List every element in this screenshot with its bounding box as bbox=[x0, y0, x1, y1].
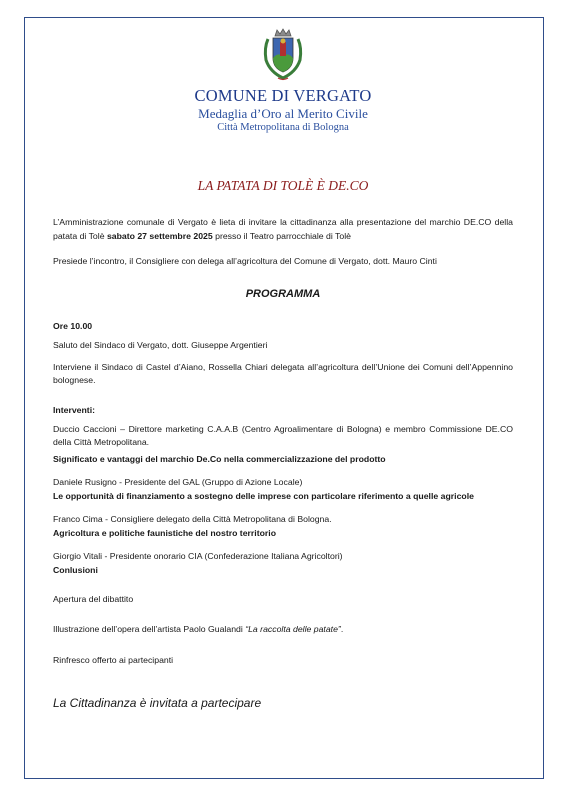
illustration-line bbox=[53, 623, 513, 636]
illustration-prefix: Illustrazione dell’opera dell’artista Paolo Gualandi bbox=[53, 624, 246, 634]
municipal-crest-icon bbox=[262, 28, 304, 82]
debate-line: Apertura del dibattito bbox=[53, 594, 134, 604]
speaker-3-name: Franco Cima - Consigliere delegato della Città Metropolitana di Bologna. bbox=[53, 514, 332, 524]
municipality-medal: Medaglia d’Oro al Merito Civile bbox=[198, 106, 368, 121]
illustration-work: “La raccolta delle patate” bbox=[245, 624, 341, 634]
speaker-4-topic: Conlusioni bbox=[53, 565, 98, 575]
program-time: Ore 10.00 bbox=[53, 321, 93, 331]
event-title: LA PATATA DI TOLÈ È DE.CO bbox=[197, 178, 369, 193]
illustration-suffix: . bbox=[340, 624, 344, 634]
greeting-line: Saluto del Sindaco di Vergato, dott. Giuseppe Argentieri bbox=[53, 340, 268, 350]
intervention-line: Interviene il Sindaco di Castel d’Aiano, Rossella Chiari delegata all’agricoltura dell’Unione dei Comuni dell’Appennino bolognese. bbox=[53, 362, 513, 385]
speaker-2-name: Daniele Rusigno - Presidente del GAL (Gruppo di Azione Locale) bbox=[53, 477, 303, 487]
intro-text-2: presso il Teatro parrocchiale di Tolè bbox=[212, 230, 351, 241]
speaker-3-topic: Agricoltura e politiche faunistiche del nostro territorio bbox=[53, 528, 277, 538]
program-heading: PROGRAMMA bbox=[245, 288, 321, 300]
speaker-2-topic: Le opportunità di finanziamento a sostegno delle imprese con particolare riferimento a quelle agricole bbox=[53, 491, 474, 501]
municipality-metro-city: Città Metropolitana di Bologna bbox=[217, 122, 349, 133]
intro-date: sabato 27 settembre 2025 bbox=[106, 230, 213, 241]
intro-text-1: L’Amministrazione comunale di Vergato è lieta di invitare la cittadinanza alla presentazione del marchio DE.CO della patata di Tolè bbox=[53, 217, 513, 241]
closing-invitation: La Cittadinanza è invitata a partecipare bbox=[53, 696, 262, 710]
speaker-4-name: Giorgio Vitali - Presidente onorario CIA (Confederazione Italiana Agricoltori) bbox=[53, 551, 343, 561]
municipality-name: COMUNE DI VERGATO bbox=[194, 86, 372, 105]
interventi-label: Interventi: bbox=[53, 405, 95, 415]
speaker-1-name: Duccio Caccioni – Direttore marketing C.A.A.B (Centro Agroalimentare di Bologna) e membro Commissione DE.CO della Città Metropolitana. bbox=[53, 424, 513, 447]
presides-paragraph: Presiede l’incontro, il Consigliere con delega all’agricoltura del Comune di Vergato, dott. Mauro Cinti bbox=[53, 256, 437, 266]
refreshment-line: Rinfresco offerto ai partecipanti bbox=[53, 655, 174, 665]
intro-paragraph bbox=[53, 216, 513, 243]
speaker-1-topic: Significato e vantaggi del marchio De.Co nella commercializzazione del prodotto bbox=[53, 454, 386, 464]
